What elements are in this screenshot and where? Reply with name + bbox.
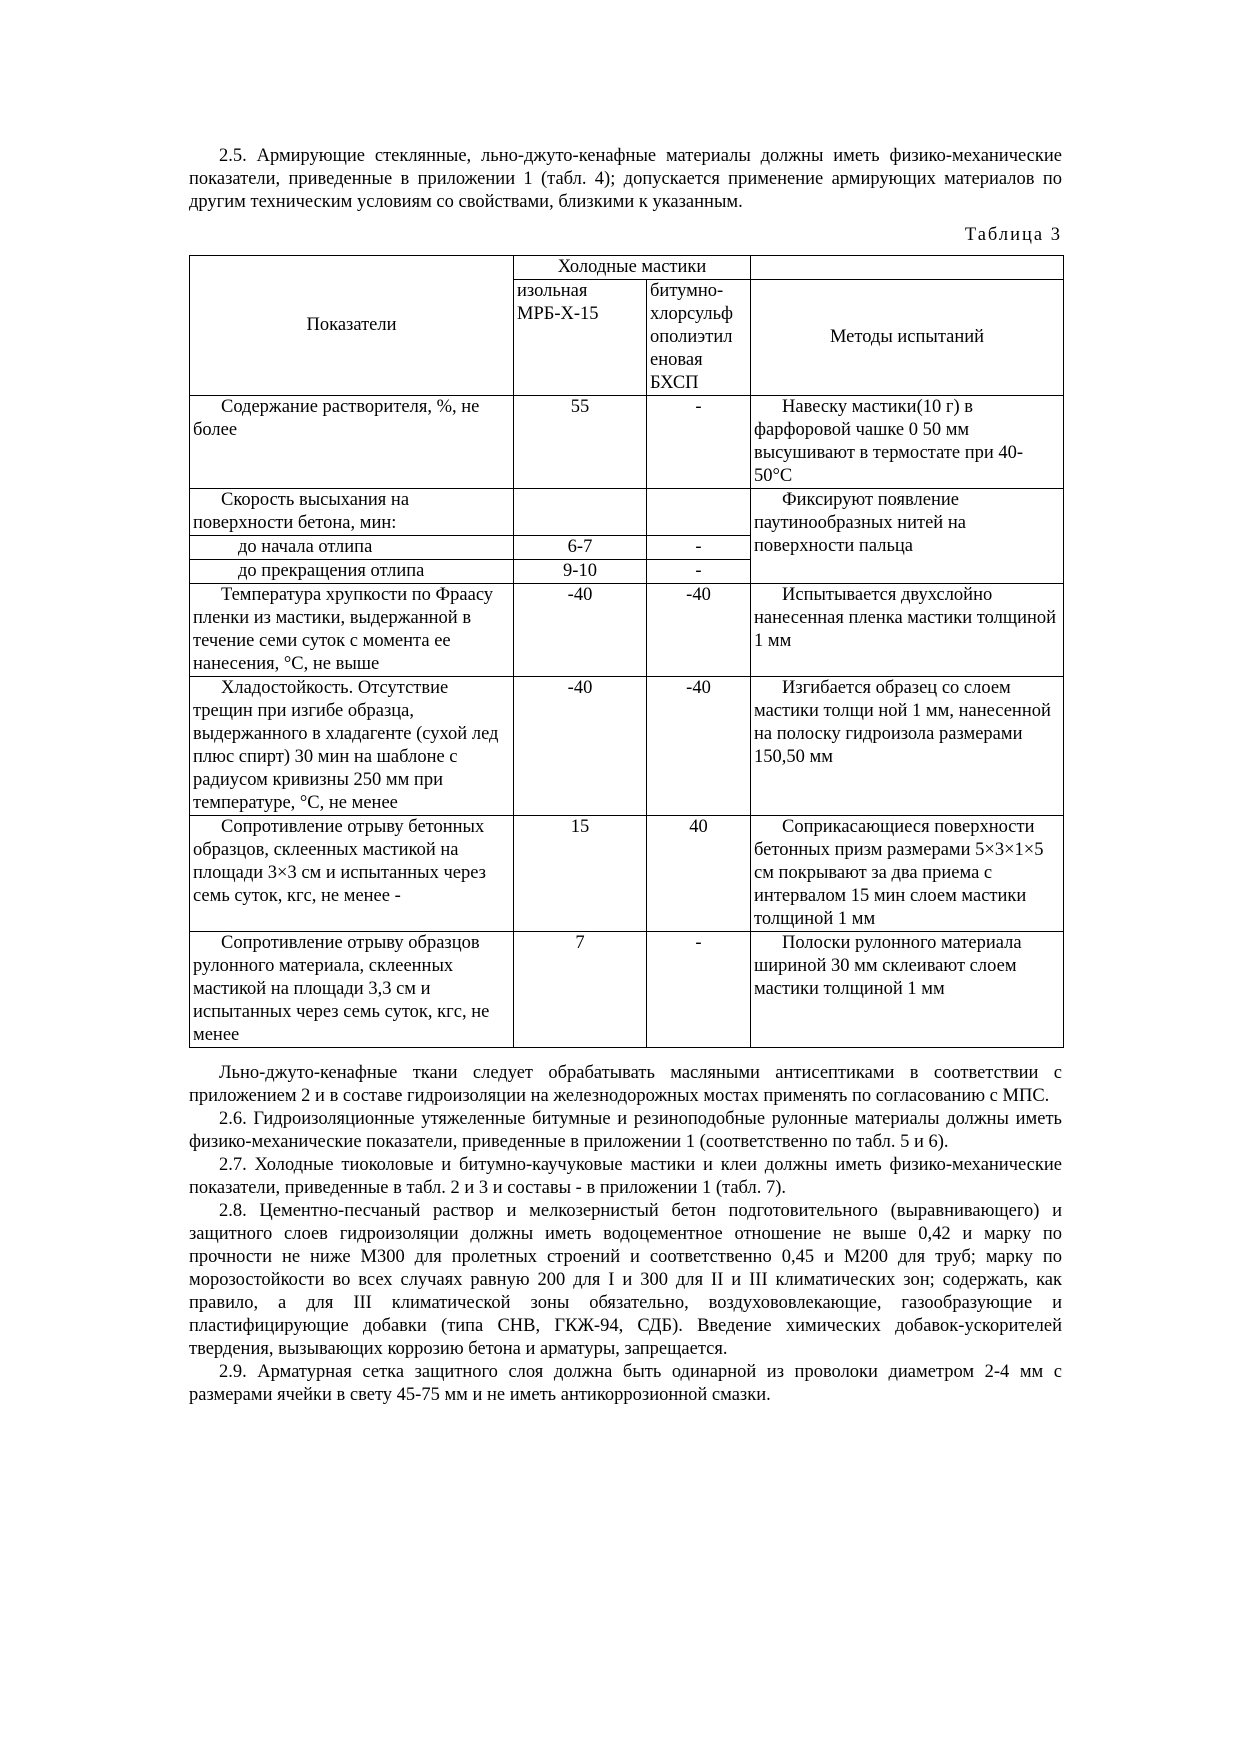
row-value-2: - (647, 396, 751, 489)
row-value-2: 40 (647, 816, 751, 932)
row-value-2: -40 (647, 584, 751, 677)
row-method: Навеску мастики(10 г) в фарфоровой чашке 0 50 мм высушивают в термостате при 40-50°С (751, 396, 1064, 489)
row-value-1: -40 (514, 584, 647, 677)
body-text (189, 1062, 1062, 1407)
row-value-2: - (647, 932, 751, 1048)
subrow-value-2: - (647, 560, 751, 584)
row-value-1: 7 (514, 932, 647, 1048)
row-method: Испытывается двухслойно нанесенная пленка мастики толщиной 1 мм (751, 584, 1064, 677)
table-row (190, 396, 1064, 489)
row-value-2 (647, 489, 751, 536)
paragraph-2-8: 2.8. Цементно-песчаный раствор и мелкозернистый бетон подготовительного (выравнивающего) и защитного слоев гидроизоляции должны иметь водоцементное отношение не выше 0,42 и марку по прочности не ниже М300 для пролетных строений и соответственно 0,45 и М200 для труб; марку по морозостойкости во всех случаях равную 200 для I и 300 для II и III климатических зон; содержать, как правило, а для III климатической зоны обязательно, воздухововлекающие, газообразующие и пластифицирующие добавки (типа СНВ, ГКЖ-94, СДБ). Введение химических добавок-ускорителей твердения, вызывающих коррозию бетона и арматуры, запрещается. (189, 1201, 1062, 1359)
row-name: Содержание растворителя, %, не более (190, 396, 514, 489)
table-3 (189, 255, 1064, 1048)
table-caption: Таблица 3 (964, 225, 1062, 245)
subrow-value-2: - (647, 536, 751, 560)
table-row (190, 584, 1064, 677)
row-name: Скорость высыхания на поверхности бетона, мин: (190, 489, 514, 536)
row-name: Сопротивление отрыву бетонных образцов, склеенных мастикой на площади 3×3 см и испытанных через семь суток, кгс, не менее - (190, 816, 514, 932)
header-empty (751, 256, 1064, 280)
row-name: Температура хрупкости по Фраасу пленки из мастики, выдержанной в течение семи суток с момента ее нанесения, °С, не выше (190, 584, 514, 677)
subrow-value-1: 9-10 (514, 560, 647, 584)
table-row (190, 677, 1064, 816)
subrow-name: до прекращения отлипа (190, 560, 514, 584)
header-col2: битумно- хлорсульф ополиэтил еновая БХСП (647, 280, 751, 396)
subrow-name: до начала отлипа (190, 536, 514, 560)
header-group: Холодные мастики (514, 256, 751, 280)
table-row (190, 489, 1064, 536)
row-value-1 (514, 489, 647, 536)
row-name: Сопротивление отрыву образцов рулонного материала, склеенных мастикой на площади 3,3 см и испытанных через семь суток, кгс, не менее (190, 932, 514, 1048)
header-methods: Методы испытаний (751, 280, 1064, 396)
row-value-1: -40 (514, 677, 647, 816)
paragraph-antiseptics: Льно-джуто-кенафные ткани следует обрабатывать масляными антисептиками в соответствии с приложением 2 и в составе гидроизоляции на железнодорожных мостах применять по согласованию с МПС. (189, 1063, 1062, 1106)
row-value-1: 55 (514, 396, 647, 489)
row-method: Соприкасающиеся поверхности бетонных призм размерами 5×3×1×5 см покрывают за два приема с интервалом 15 мин слоем мастики толщиной 1 мм (751, 816, 1064, 932)
header-indicators: Показатели (190, 256, 514, 396)
header-col1: изольная МРБ-Х-15 (514, 280, 647, 396)
row-method: Полоски рулонного материала шириной 30 мм склеивают слоем мастики толщиной 1 мм (751, 932, 1064, 1048)
table-row (190, 932, 1064, 1048)
paragraph-2-6: 2.6. Гидроизоляционные утяжеленные битумные и резиноподобные рулонные материалы должны иметь физико-механические показатели, приведенные в приложении 1 (соответственно по табл. 5 и 6). (189, 1109, 1062, 1152)
paragraph-2-5: 2.5. Армирующие стеклянные, льно-джуто-кенафные материалы должны иметь физико-механические показатели, приведенные в приложении 1 (табл. 4); допускается применение армирующих материалов по другим техническим условиям со свойствами, близкими к указанным. (189, 146, 1062, 212)
row-value-2: -40 (647, 677, 751, 816)
row-value-1: 15 (514, 816, 647, 932)
row-method: Изгибается образец со слоем мастики толщи ной 1 мм, нанесенной на полоску гидроизола размерами 150,50 мм (751, 677, 1064, 816)
subrow-value-1: 6-7 (514, 536, 647, 560)
document-page (189, 145, 1062, 1407)
paragraph-2-9: 2.9. Арматурная сетка защитного слоя должна быть одинарной из проволоки диаметром 2-4 мм с размерами ячейки в свету 45-75 мм и не иметь антикоррозионной смазки. (189, 1362, 1062, 1405)
row-name: Хладостойкость. Отсутствие трещин при изгибе образца, выдержанного в хладагенте (сухой лед плюс спирт) 30 мин на шаблоне с радиусом кривизны 250 мм при температуре, °С, не менее (190, 677, 514, 816)
paragraph-2-7: 2.7. Холодные тиоколовые и битумно-каучуковые мастики и клеи должны иметь физико-механические показатели, приведенные в табл. 2 и 3 и составы - в приложении 1 (табл. 7). (189, 1155, 1062, 1198)
row-method: Фиксируют появление паутинообразных нитей на поверхности пальца (751, 489, 1064, 584)
table-row (190, 816, 1064, 932)
table-header-row-1 (190, 256, 1064, 280)
